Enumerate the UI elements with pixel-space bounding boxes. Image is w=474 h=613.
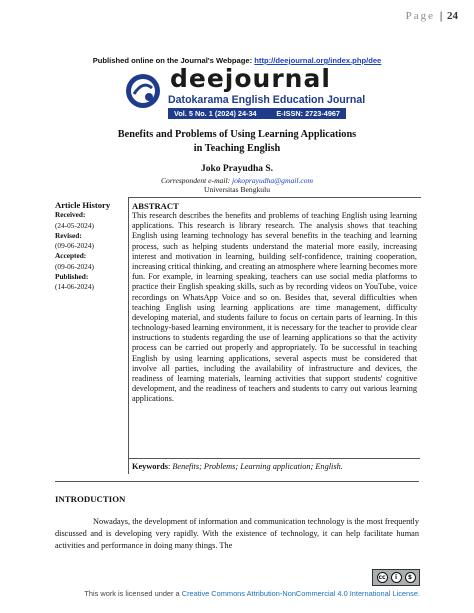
affiliation: Universitas Bengkulu	[203, 185, 270, 194]
nc-icon: $	[405, 572, 416, 583]
issn: E-ISSN: 2723-4967	[276, 109, 340, 118]
volume-bar	[168, 108, 346, 119]
history-heading: Article History	[55, 200, 111, 210]
keywords-divider	[128, 458, 420, 459]
license-link[interactable]: Creative Commons Attribution-NonCommercial 4.0 International License.	[181, 589, 420, 598]
journal-name: Datokarama English Education Journal	[168, 94, 366, 106]
journal-logo-icon	[124, 72, 162, 110]
article-history: Article History Received: (24-05-2024) Revised: (09-06-2024) Accepted: (09-06-2024) Published: (14-06-2024)	[55, 200, 125, 293]
creative-commons-badge[interactable]	[372, 569, 420, 586]
correspondent-email: Correspondent e-mail: jokoprayudha@gmail.com	[160, 176, 314, 185]
journal-wordmark: deejournal	[170, 64, 331, 93]
abstract-heading: ABSTRACT	[132, 201, 179, 211]
author-name: Joko Prayudha S.	[200, 164, 274, 174]
license-line: This work is licensed under a Creative Commons Attribution-NonCommercial 4.0 International License.	[84, 589, 420, 598]
by-icon: i	[391, 572, 402, 583]
volume-info: Vol. 5 No. 1 (2024) 24-34	[174, 109, 257, 118]
published-online-line: Published online on the Journal's Webpage: http://deejournal.org/index.php/dee	[92, 56, 382, 65]
introduction-paragraph: Nowadays, the development of information and communication technology is the most frequently discussed and is developing very rapidly. With the existence of technology, it can help facilitate human activities and performance in doing many things. The	[55, 517, 419, 550]
keywords: Keywords: Benefits; Problems; Learning application; English.	[132, 462, 343, 471]
journal-webpage-link[interactable]: http://deejournal.org/index.php/dee	[254, 56, 382, 65]
article-title: Benefits and Problems of Using Learning Applications in Teaching English	[117, 129, 357, 154]
introduction-heading: INTRODUCTION	[55, 494, 126, 504]
abstract-bottom-rule	[55, 481, 419, 482]
abstract-text: This research describes the benefits and problems of teaching English using learning applications. This research is library research. The analysis shows that teaching English using learning technology has several benefits in the teaching and learning process, such as helping students understand the material more easily, increasing interest and motivation in learning, building self-confidence, training cooperation, increasing critical thinking, and creating an atmosphere where learning becomes more fun. For example, in learning speaking, teachers can use social media platforms to practice their English speaking skills, such as by recording videos on YouTube, voice recordings on WhatsApp Voice and so on. Besides that, several difficulties when teaching English using learning applications are time management, difficulty developing material, and students failure to focus on certain parts of learning. In this technology-based learning environment, it is necessary for the teacher to provide clear instructions to students regarding the use of learning applications so that the activity process can be carried out properly and appropriately. To be successful in teaching English by using learning applications, several aspects must be considered that involve all parties, including the availability of infrastructure and devices, the readiness of learning materials, learning activities that support students' cognitive development, and the readiness of teachers and students to carry out various learning applications.	[132, 211, 417, 404]
email-link[interactable]: jokoprayudha@gmail.com	[232, 176, 314, 185]
cc-icon: cc	[378, 574, 386, 581]
page-number: Page | 24	[405, 10, 458, 22]
